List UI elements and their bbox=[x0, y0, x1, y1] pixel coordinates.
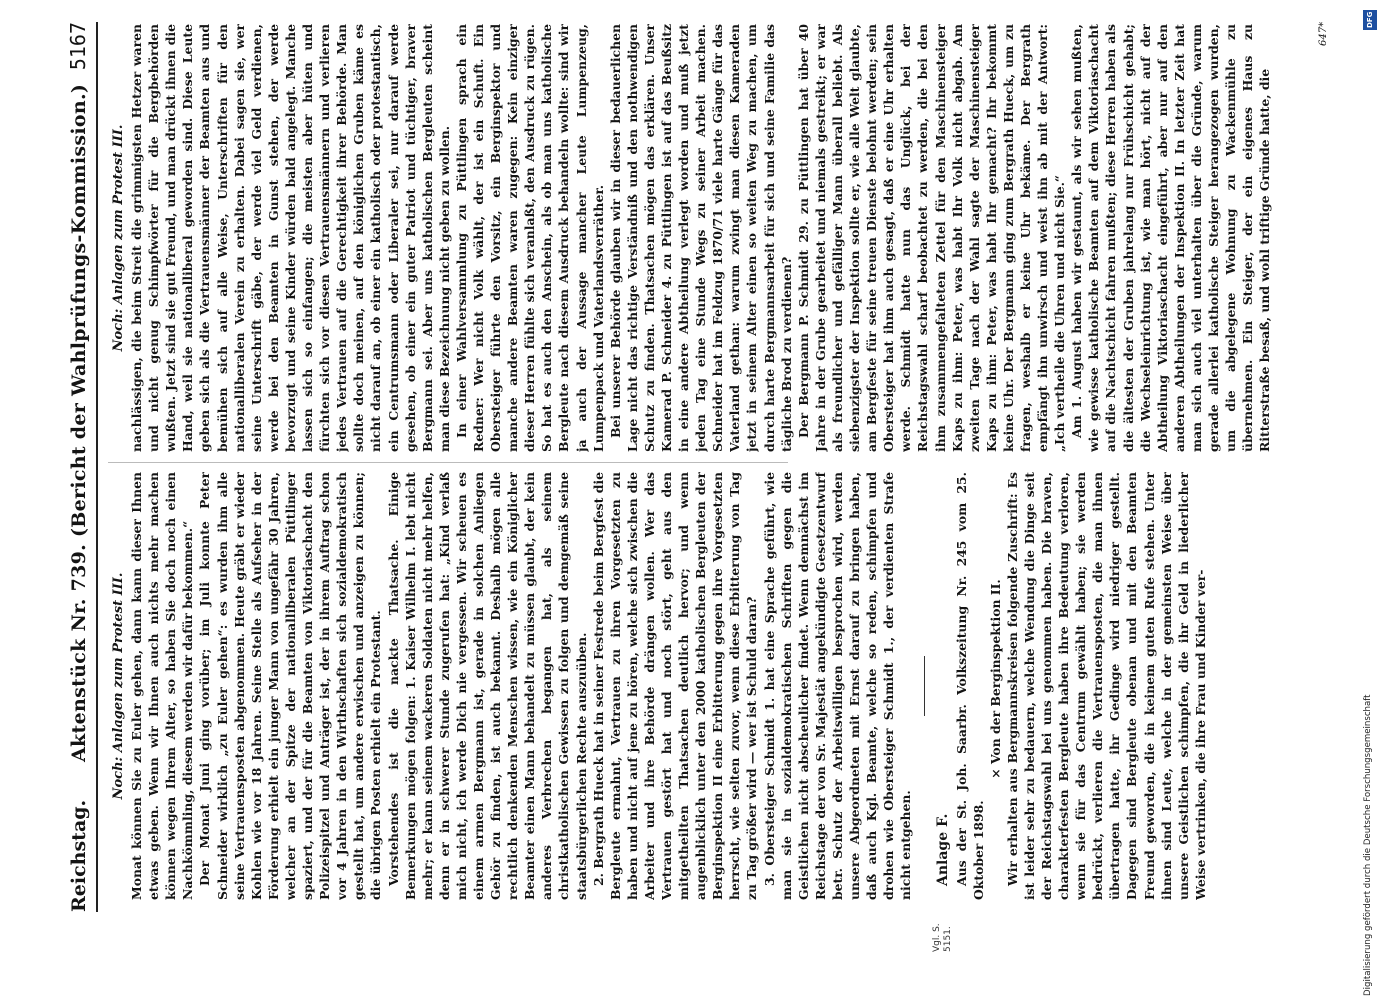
left-paragraph: 2. Bergrath Hueck hat in seiner Festrede beim Bergfest die Bergleute ermahnt, Vertrauen zu ihren Vorgesetzten zu haben und nicht auf jene zu hören, welche sich zwischen die Arbeiter und ihre Behörde drängen wollen. Wer das Vertrauen gestört hat und noch stört, geht aus den mitgetheilten Thatsachen deutlich hervor; und wenn augenblicklich unter den 2000 katholischen Bergleuten der Berginspektion II eine Erbitterung gegen ihre Vorgesetzten herrscht, wie selten zuvor, wenn diese Erbitterung von Tag zu Tag größer wird — wer ist Schuld daran? bbox=[590, 472, 760, 900]
header-title: Aktenstück Nr. 739. (Bericht der Wahlprüfungs-Kommission.) bbox=[68, 83, 90, 762]
left-paragraph: 3. Obersteiger Schmidt 1. hat eine Sprache geführt, wie man sie in sozialdemokratischen Schriften gegen die Geistlichen nicht abscheulicher findet. Wenn demnächst im Reichstage der von Sr. Majestät angekündigte Gesetzentwurf betr. Schutz der Arbeitswilligen besprochen wird, werden unsere Abgeordneten mit Ernst darauf zu bringen haben, daß auch Kgl. Beamte, welche so reden, schimpfen und drohen wie Obersteiger Schmidt 1., der verdienten Strafe nicht entgehen. bbox=[761, 472, 914, 900]
dfg-sidebar bbox=[1363, 4, 1377, 996]
section-title: × Von der Berginspektion II. bbox=[987, 579, 1003, 779]
source-line: Aus der St. Joh. Saarbr. Volkszeitung Nr. 245 vom 25. Oktober 1898. bbox=[953, 472, 986, 900]
left-column bbox=[108, 472, 1330, 900]
margin-note: Vgl. S. 5151. bbox=[932, 923, 953, 952]
dfg-logo: DFG bbox=[1363, 10, 1377, 30]
column-divider bbox=[108, 462, 788, 463]
signature-mark: 647* bbox=[1318, 21, 1329, 46]
right-paragraph: In einer Wahlversammlung zu Püttlingen sprach ein Redner: Wer nicht Volk wählt, der ist ein Schuft. Ein Obersteiger führte den Vorsitz, ein Berginspektor und manche andere Beamten waren zugegen: Kein einziger dieser Herren fühlte sich veranlaßt, den Ausdruck zu rügen. So hat es auch den Anschein, als ob man uns katholische Bergleute nach diesem Ausdruck behandeln wollte: sind wir ja auch der Aussage mancher Leute Lumpenzeug, Lumpenpack und Vaterlandsverräther. bbox=[453, 24, 606, 452]
right-paragraph: Bei unserer Behörde glauben wir in dieser bedauerlichen Lage nicht das richtige Verständniß und den nothwendigen Schutz zu finden. Thatsachen mögen das erklären. Unser Kamerad P. Schneider 4. zu Püttlingen ist auf das Beußsitz in eine andere Abtheilung verlegt worden und muß jetzt jeden Tag eine Stunde Wegs zu seiner Arbeit machen. Schneider hat im Feldzug 1870/71 viele harte Gänge für das Vaterland gethan: warum zwingt man diesen Kameraden jetzt in seinem Alter einen so weiten Weg zu machen, um durch harte Bergmannsarbeit für sich und seine Familie das tägliche Brod zu verdienen? bbox=[607, 24, 794, 452]
page-number: 5167 bbox=[66, 22, 90, 71]
left-paragraph: Wir erhalten aus Bergmannskreisen folgende Zuschrift: Es ist leider sehr zu bedauern, welche Wendung die Dinge seit der Reichstagswahl bei uns genommen haben. Die braven, charakterfesten Bergleute haben ihre Bedeutung verloren, wenn sie für das Centrum gewählt haben; sie werden bedrückt, verlieren die Vertrauensposten, die man ihnen übertragen hatte, ihr Gedinge wird niedriger gestellt. Dagegen sind Bergleute obenan und mit den Beamten Freund geworden, die in keinem guten Rufe stehen. Unter ihnen sind Leute, welche in der gemeinsten Weise über unsere Geistlichen schimpfen, die ihr Geld in liederlicher Weise vertrinken, die ihre Frau und Kinder ver- bbox=[1004, 472, 1208, 900]
dfg-credit: Digitalisierung gefördert durch die Deutsche Forschungsgemeinschaft bbox=[1363, 694, 1373, 996]
left-paragraph: Monat können Sie zu Euler gehen, dann kann dieser Ihnen etwas geben. Wenn wir Ihnen auch nichts mehr machen können wegen Ihrem Alter, so haben Sie doch noch einen Nachkömmling, diesem werden wir dafür bekommen.“ bbox=[129, 472, 196, 900]
header-left: Reichstag. bbox=[68, 799, 90, 912]
right-paragraph: nachlässigen, die beim Streit die grimmigsten Hetzer waren und nicht genug Schimpfwörter für die Bergbehörden wußten. Jetzt sind sie gut Freund, und man drückt ihnen die Hand, weil sie nationalliberal geworden sind. Diese Leute geben sich als die Vertrauensmänner der Beamten aus und bemühen sich auf alle Weise, Unterschriften für den nationalliberalen Verein zu erhalten. Dabei sagen sie, wer seine Unterschrift gäbe, der werde viel Geld verdienen, werde bei den Beamten in Gunst stehen, der werde bevorzugt und seine Kinder würden bald angelegt. Manche lassen sich so einfangen; die meisten aber hüten und fürchten sich vor diesen Vertrauensmännern und verlieren jedes Vertrauen auf die Gerechtigkeit ihrer Behörde. Man sollte doch meinen, auf den königlichen Gruben käme es nicht darauf an, ob einer ein katholisch oder protestantisch, ein Centrumsmann oder Liberaler sei, nur darauf werde gesehen, ob einer ein guter Patriot und tüchtiger, braver Bergmann sei. Aber uns katholischen Bergleuten scheint man diese Bezeichnung nicht geben zu wollen. bbox=[129, 24, 452, 452]
section-rule bbox=[924, 656, 925, 716]
left-column-heading: Noch: Anlagen zum Protest III. bbox=[111, 572, 126, 800]
left-paragraph: Der Monat Juni ging vorüber; im Juli konnte Peter Schneider wirklich „zu Euler gehen“: es wurden ihm alle seine Vertrauensposten abgenommen. Heute gräbt er wieder Kohlen wie vor 18 Jahren. Seine Stelle als Aufseher in der Förderung erhielt ein junger Mann von ungefähr 30 Jahren, welcher an der Spitze der nationalliberalen Püttlinger spaziert, und der für die Beamten von Viktoriaschacht den Polizeispitzel und Anträger ist, der in ihrem Auftrag schon vor 4 Jahren in den Wirthschaften sich sozialdemokratisch gestellt hat, um andere erwischen und anzeigen zu können; die übrigen Posten erhielt ein Protestant. bbox=[197, 472, 384, 900]
anlage-title: Anlage F. bbox=[935, 813, 952, 886]
page-header bbox=[62, 22, 98, 912]
right-column bbox=[108, 24, 1303, 452]
right-column-heading: Noch: Anlagen zum Protest III. bbox=[111, 124, 126, 352]
right-paragraph: Am 1. August haben wir gestaunt, als wir sehen mußten, wie gewisse katholische Beamten auf dem Viktoriaschacht auf die Nachtschicht fahren mußten; diese Herren haben als die ältesten der Gruben jahrelang nur Frühschicht gehabt; die Wechseleinrichtung ist, wie man hört, nicht auf der Abtheilung Viktoriaschacht eingeführt, aber nur auf den anderen Abtheilungen der Inspektion II. In letzter Zeit hat man sich auch viel unterhalten über die Gründe, warum gerade allerlei katholische Steiger herangezogen wurden, um die abgelegene Wohnung zu Wackenmühle zu übernehmen. Ein Steiger, der ein eigenes Haus zu Ritterstraße besaß, und wohl triftige Gründe hatte, die bbox=[1069, 24, 1273, 452]
right-paragraph: Der Bergmann P. Schmidt 29. zu Püttlingen hat über 40 Jahre in der Grube gearbeitet und niemals gestreikt; er war als freundlicher und gefälliger Mann überall beliebt. Als siebenzigster der Inspektion sollte er, wie alle Welt glaubte, am Bergfeste für seine treuen Dienste belohnt werden; sein Obersteiger hat ihm auch gesagt, daß er eine Uhr erhalten werde. Schmidt hatte nun das Unglück, bei der Reichstagswahl scharf beobachtet zu werden, die bei den ihm zusammengefalteten Zettel für den Maschinensteiger Kaps zu ihm: Peter, was habt Ihr Volk nicht abgab. Am zweiten Tage nach der Wahl sagte der Maschinensteiger Kaps zu ihm: Peter, was habt Ihr gemacht? Ihr bekommt keine Uhr. Der Bergmann ging zum Bergrath Hueck, um zu fragen, weshalb er keine Uhr bekäme. Der Bergrath empfängt ihn unwirsch und weist ihn ab mit der Antwort: „Ich vertheile die Uhren und nicht Sie.“ bbox=[795, 24, 1068, 452]
left-paragraph: Vorstehendes ist die nackte Thatsache. Einige Bemerkungen mögen folgen: 1. Kaiser Wilhelm I. lebt nicht mehr; er kann seinem wackeren Soldaten nicht mehr helfen, denn er in schwerer Stunde zugerufen hat: „Kind verlaß mich nicht, ich werde Dich nie vergessen. Wir scheuen es einem armen Bergmann ist, gerade in solchen Anliegen Gehör zu finden, ist auch bekannt. Deshalb mögen alle rechtlich denkenden Menschen wissen, wie ein Königlicher Beamter einen Mann behandelt zu müssen glaubt, der kein anderes Verbrechen begangen hat, als seinem christkatholischen Gewissen zu folgen und demgemäß seine staatsbürgerlichen Rechte auszuüben. bbox=[385, 472, 589, 900]
